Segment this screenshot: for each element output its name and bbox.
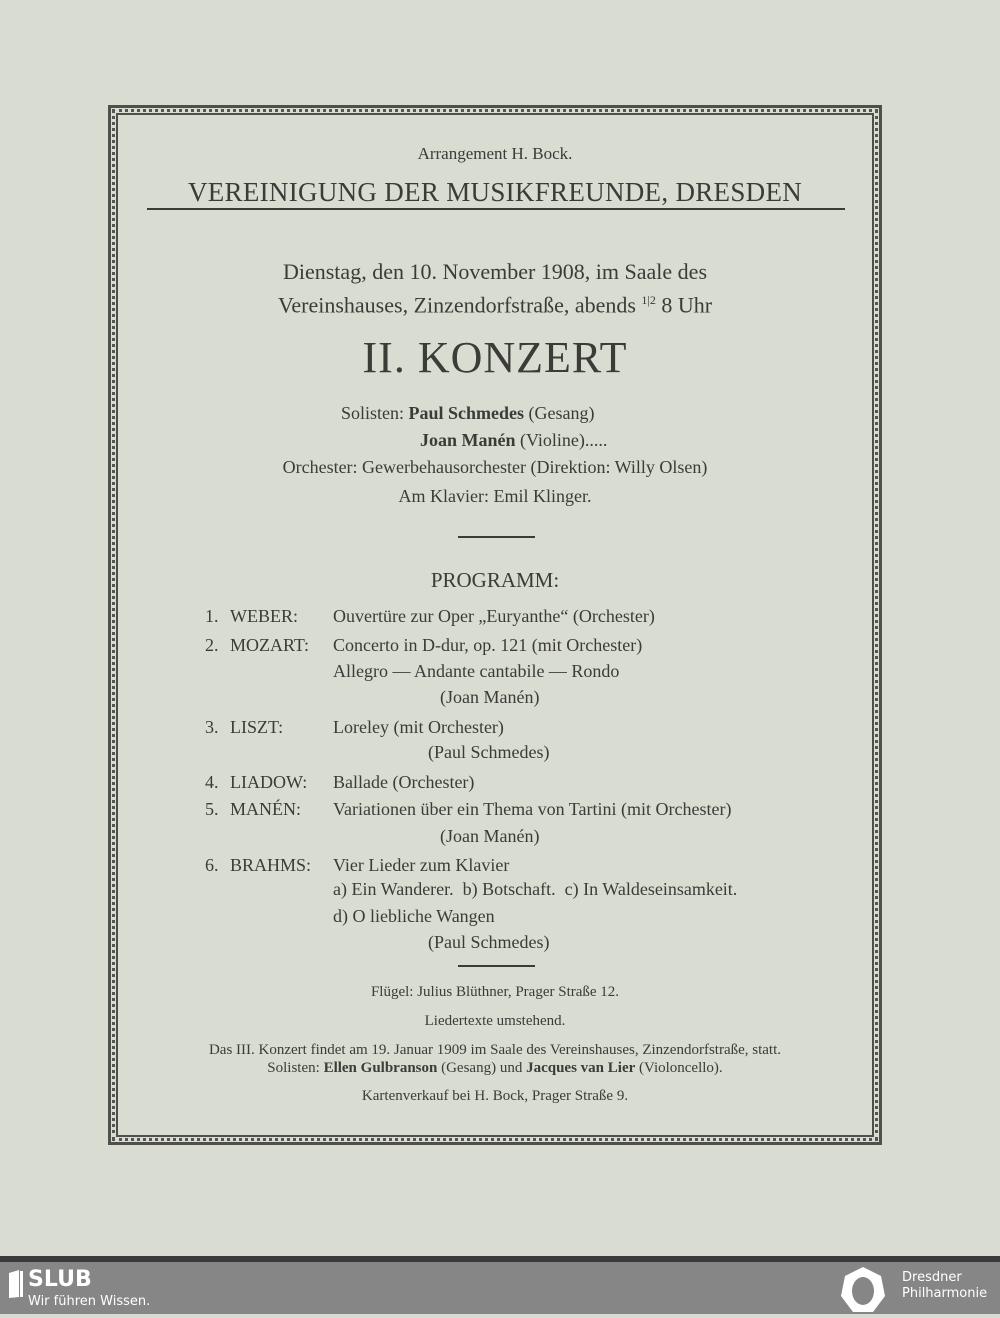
concert-title: II. KONZERT — [362, 333, 628, 382]
lyrics-note: Liedertexte umstehend. — [424, 1013, 566, 1029]
piece: Loreley (mit Orchester) — [333, 717, 504, 737]
time-fraction: 1|2 — [641, 293, 656, 307]
piano-line: Am Klavier: Emil Klinger. — [398, 486, 592, 506]
composer: LIADOW: — [230, 772, 308, 792]
soloist-name: Ellen Gulbranson — [323, 1060, 438, 1076]
divider — [458, 536, 535, 538]
piece: Ouvertüre zur Oper „Euryanthe“ (Orchester) — [333, 606, 655, 626]
item-number: 2. — [205, 635, 219, 655]
item-number: 4. — [205, 772, 219, 792]
program-heading: PROGRAMM: — [430, 568, 560, 592]
composer: BRAHMS: — [230, 855, 312, 875]
piece-detail: Allegro — Andante cantabile — Rondo — [333, 661, 620, 681]
piece: Ballade (Orchester) — [333, 772, 475, 792]
society-title: VEREINIGUNG DER MUSIKFREUNDE, DRESDEN — [187, 177, 803, 207]
soloist-name: Joan Manén — [420, 430, 516, 450]
event-venue-line — [0, 287, 990, 318]
partner-name-line2: Philharmonie — [902, 1286, 988, 1301]
performer: (Joan Manén) — [440, 826, 540, 846]
piece: Vier Lieder zum Klavier — [333, 855, 510, 875]
composer: WEBER: — [230, 606, 298, 626]
soloists-label: Solisten: — [341, 403, 405, 423]
item-number: 1. — [205, 606, 219, 626]
piece-detail: a) Ein Wanderer. b) Botschaft. c) In Waldeseinsamkeit. — [333, 879, 738, 899]
arrangement: Arrangement H. Bock. — [417, 144, 573, 163]
composer: MOZART: — [230, 635, 310, 655]
soloist-role: (Gesang) und — [441, 1060, 523, 1076]
piece-detail: d) O liebliche Wangen — [333, 906, 495, 926]
soloists-label: Solisten: — [267, 1060, 320, 1076]
item-number: 3. — [205, 717, 219, 737]
next-soloists-line — [0, 1055, 990, 1081]
philharmonie-logo-icon — [840, 1266, 886, 1318]
performer: (Joan Manén) — [440, 687, 540, 707]
performer: (Paul Schmedes) — [428, 932, 550, 952]
soloist-name: Paul Schmedes — [408, 403, 525, 423]
title-underline — [147, 208, 845, 210]
orchestra-line: Orchester: Gewerbehausorchester (Direktion: Willy Olsen) — [282, 457, 708, 477]
divider — [458, 965, 535, 967]
soloist-role: (Violine)..... — [520, 430, 608, 450]
performer: (Paul Schmedes) — [428, 742, 550, 762]
next-concert-note: Das III. Konzert findet am 19. Januar 1909 im Saale des Vereinshauses, Zinzendorfstraße, statt. — [208, 1042, 782, 1058]
composer: MANÉN: — [230, 799, 301, 819]
piece: Variationen über ein Thema von Tartini (mit Orchester) — [333, 799, 732, 819]
time-text: 8 Uhr — [655, 292, 713, 318]
footer-bar — [0, 1262, 1000, 1314]
item-number: 5. — [205, 799, 219, 819]
slub-name: SLUB — [28, 1267, 92, 1292]
soloist-role: (Violoncello). — [639, 1060, 723, 1076]
soloist-line-2 — [420, 427, 607, 453]
soloist-line-1 — [341, 400, 595, 426]
partner-name-line1: Dresdner — [902, 1270, 962, 1285]
soloist-name: Jacques van Lier — [526, 1060, 636, 1076]
slub-tagline: Wir führen Wissen. — [28, 1294, 151, 1309]
soloist-role: (Gesang) — [528, 403, 595, 423]
slub-logo-icon — [8, 1269, 24, 1303]
piano-maker-note: Flügel: Julius Blüthner, Prager Straße 12. — [370, 984, 620, 1000]
item-number: 6. — [205, 855, 219, 875]
piece: Concerto in D-dur, op. 121 (mit Orchester) — [333, 635, 643, 655]
composer: LISZT: — [230, 717, 284, 737]
event-date-line: Dienstag, den 10. November 1908, im Saale des — [282, 259, 707, 284]
venue-text: Vereinshauses, Zinzendorfstraße, abends — [277, 292, 642, 318]
ticket-sales-note: Kartenverkauf bei H. Bock, Prager Straße 9. — [361, 1088, 629, 1104]
